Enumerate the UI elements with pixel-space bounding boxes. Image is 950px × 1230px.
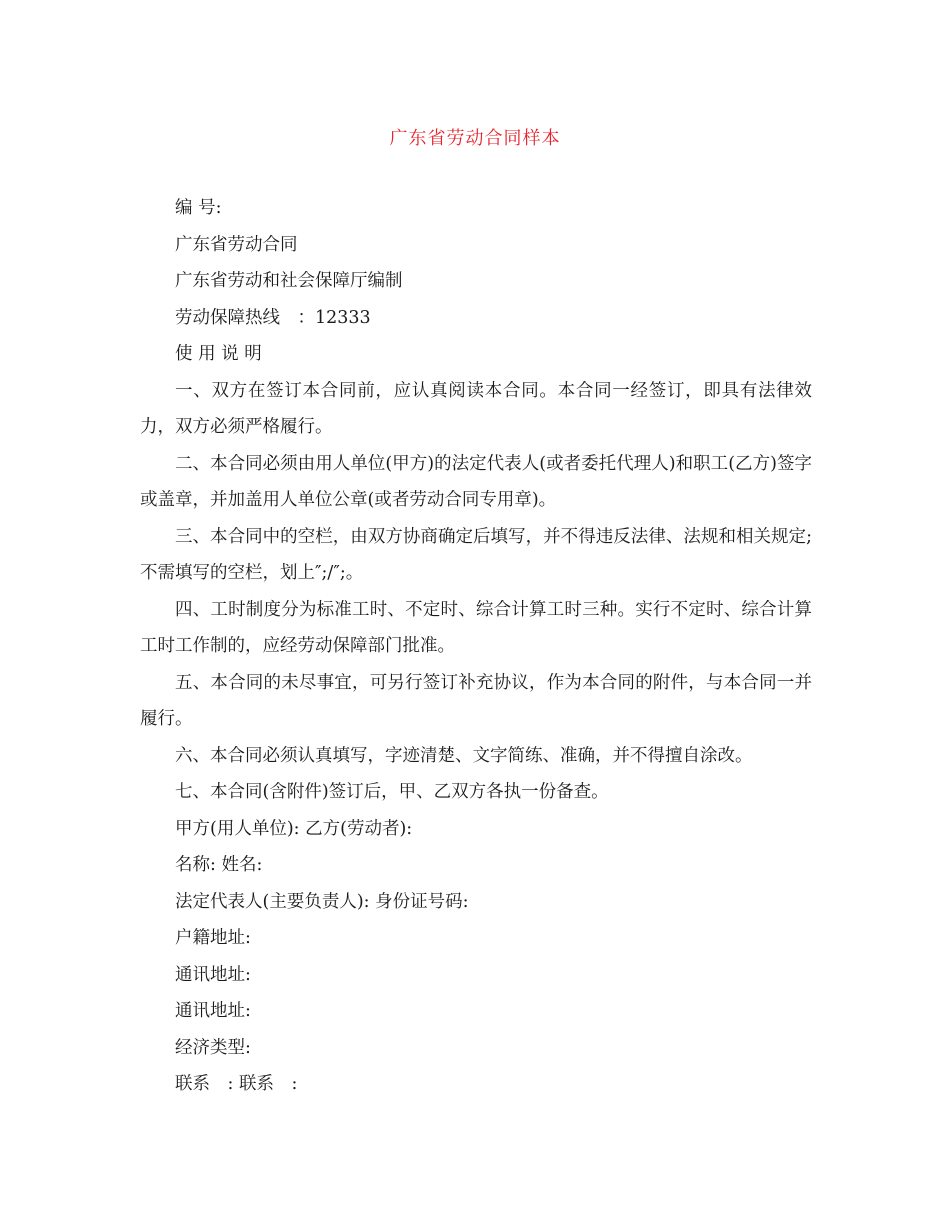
instruction-paragraph: 三、本合同中的空栏，由双方协商确定后填写，并不得违反法律、法规和相关规定;不需填写的空栏，划上″;/″;。 bbox=[140, 526, 812, 583]
party-labels: 甲方(用人单位): 乙方(劳动者): bbox=[175, 818, 413, 839]
contact-labels: 联系 : 联系 : bbox=[175, 1074, 298, 1094]
issuer-line: 广东省劳动和社会保障厅编制 bbox=[175, 271, 403, 291]
document-body bbox=[140, 190, 812, 1103]
name-labels: 名称: 姓名: bbox=[175, 855, 263, 875]
representative-labels: 法定代表人(主要负责人): 身份证号码: bbox=[175, 891, 469, 912]
contract-number-label: 编 号: bbox=[175, 198, 222, 218]
instruction-paragraph: 五、本合同的未尽事宜，可另行签订补充协议，作为本合同的附件，与本合同一并履行。 bbox=[140, 672, 812, 729]
contract-name: 广东省劳动合同 bbox=[175, 234, 298, 255]
mailing-address-label: 通讯地址: bbox=[175, 964, 251, 985]
mailing-address-label: 通讯地址: bbox=[175, 1001, 251, 1021]
instruction-paragraph: 二、本合同必须由用人单位(甲方)的法定代表人(或者委托代理人)和职工(乙方)签字或盖章，并加盖用人单位公章(或者劳动合同专用章)。 bbox=[140, 453, 812, 510]
instruction-paragraph: 一、双方在签订本合同前，应认真阅读本合同。本合同一经签订，即具有法律效力，双方必须严格履行。 bbox=[140, 380, 812, 437]
economic-type-label: 经济类型: bbox=[175, 1037, 251, 1058]
instructions-heading: 使 用 说 明 bbox=[175, 344, 262, 364]
registered-address-label: 户籍地址: bbox=[175, 928, 251, 948]
instruction-paragraph: 六、本合同必须认真填写，字迹清楚、文字简练、准确，并不得擅自涂改。 bbox=[175, 745, 753, 766]
hotline-line: 劳动保障热线 ：12333 bbox=[175, 307, 371, 328]
instruction-paragraph: 七、本合同(含附件)签订后，甲、乙双方各执一份备查。 bbox=[175, 782, 609, 802]
instruction-paragraph: 四、工时制度分为标准工时、不定时、综合计算工时三种。实行不定时、综合计算工时工作制的，应经劳动保障部门批准。 bbox=[140, 599, 812, 656]
document-title: 广东省劳动合同样本 bbox=[389, 128, 561, 149]
